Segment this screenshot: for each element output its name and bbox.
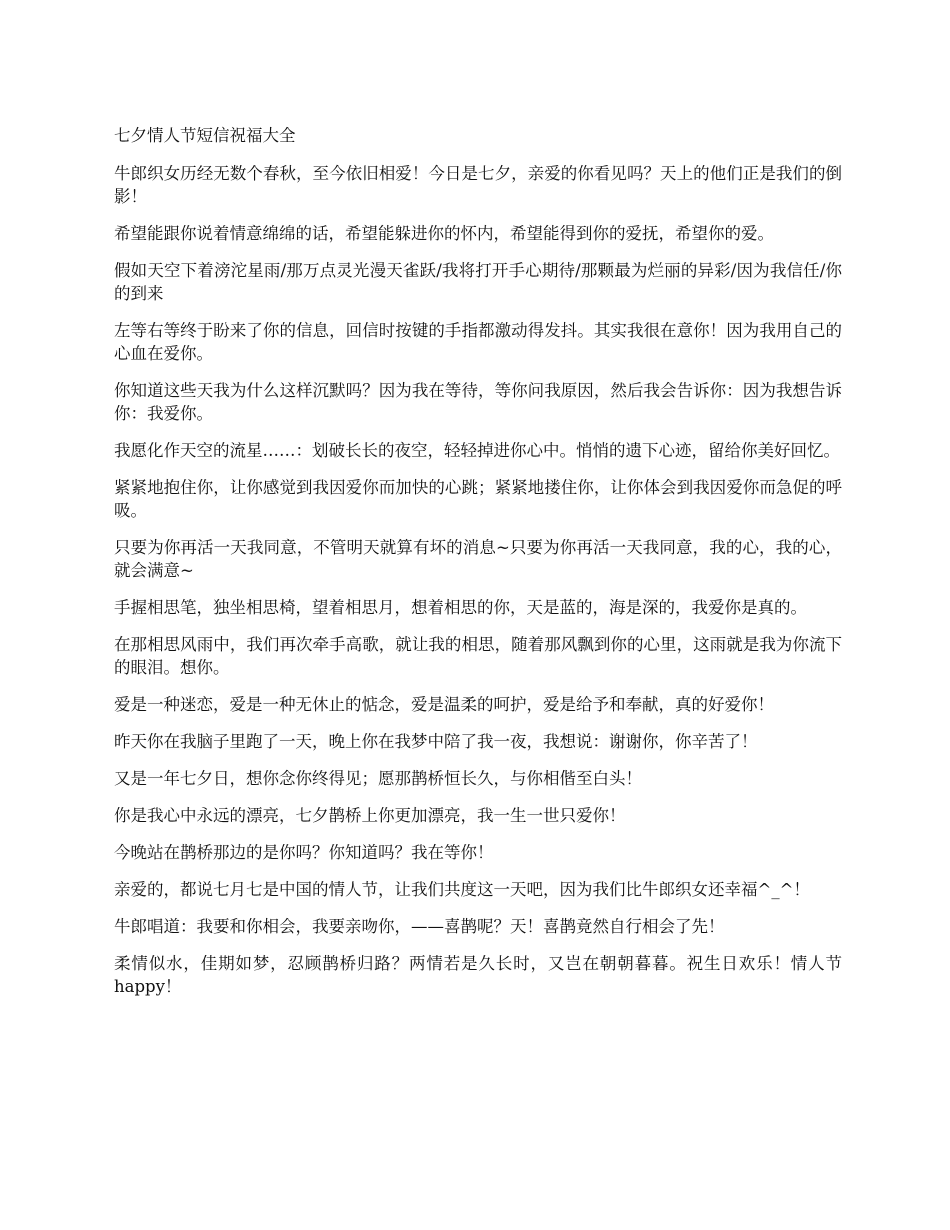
document-page	[114, 124, 842, 1012]
paragraph: 左等右等终于盼来了你的信息，回信时按键的手指都激动得发抖。其实我很在意你！因为我用自己的心血在爱你。	[114, 321, 842, 363]
paragraph: 你知道这些天我为什么这样沉默吗？因为我在等待，等你问我原因，然后我会告诉你：因为我想告诉你：我爱你。	[114, 381, 842, 423]
paragraph: 今晚站在鹊桥那边的是你吗？你知道吗？我在等你！	[114, 843, 494, 862]
paragraph: 爱是一种迷恋，爱是一种无休止的惦念，爱是温柔的呵护，爱是给予和奉献，真的好爱你！	[114, 695, 774, 714]
paragraph: 在那相思风雨中，我们再次牵手高歌，就让我的相思，随着那风飘到你的心里，这雨就是我为你流下的眼泪。想你。	[114, 635, 842, 677]
paragraph: 牛郎唱道：我要和你相会，我要亲吻你，——喜鹊呢？天！喜鹊竟然自行相会了先！	[114, 917, 725, 936]
paragraph: 柔情似水，佳期如梦，忍顾鹊桥归路？两情若是久长时，又岂在朝朝暮暮。祝生日欢乐！情人节happy！	[114, 954, 842, 996]
paragraph: 昨天你在我脑子里跑了一天，晚上你在我梦中陪了我一夜，我想说：谢谢你，你辛苦了！	[114, 732, 758, 751]
paragraph: 你是我心中永远的漂亮，七夕鹊桥上你更加漂亮，我一生一世只爱你！	[114, 806, 626, 825]
paragraph: 紧紧地抱住你，让你感觉到我因爱你而加快的心跳；紧紧地搂住你，让你体会到我因爱你而急促的呼吸。	[114, 478, 842, 520]
document-title: 七夕情人节短信祝福大全	[114, 126, 296, 145]
paragraph: 又是一年七夕日，想你念你终得见；愿那鹊桥恒长久，与你相偕至白头！	[114, 769, 642, 788]
paragraph: 只要为你再活一天我同意，不管明天就算有坏的消息~只要为你再活一天我同意，我的心，我的心，就会满意~	[114, 538, 842, 580]
paragraph: 手握相思笔，独坐相思椅，望着相思月，想着相思的你，天是蓝的，海是深的，我爱你是真的。	[114, 598, 807, 617]
paragraph: 假如天空下着滂沱星雨/那万点灵光漫天雀跃/我将打开手心期待/那颗最为烂丽的异彩/因为我信任/你的到来	[114, 261, 842, 303]
paragraph: 亲爱的，都说七月七是中国的情人节，让我们共度这一天吧，因为我们比牛郎织女还幸福^_^！	[114, 880, 810, 899]
paragraph: 希望能跟你说着情意绵绵的话，希望能躲进你的怀内，希望能得到你的爱抚，希望你的爱。	[114, 224, 774, 243]
paragraph: 我愿化作天空的流星……：划破长长的夜空，轻轻掉进你心中。悄悄的遗下心迹，留给你美好回忆。	[114, 441, 840, 460]
paragraph: 牛郎织女历经无数个春秋，至今依旧相爱！今日是七夕，亲爱的你看见吗？天上的他们正是我们的倒影！	[114, 164, 842, 206]
